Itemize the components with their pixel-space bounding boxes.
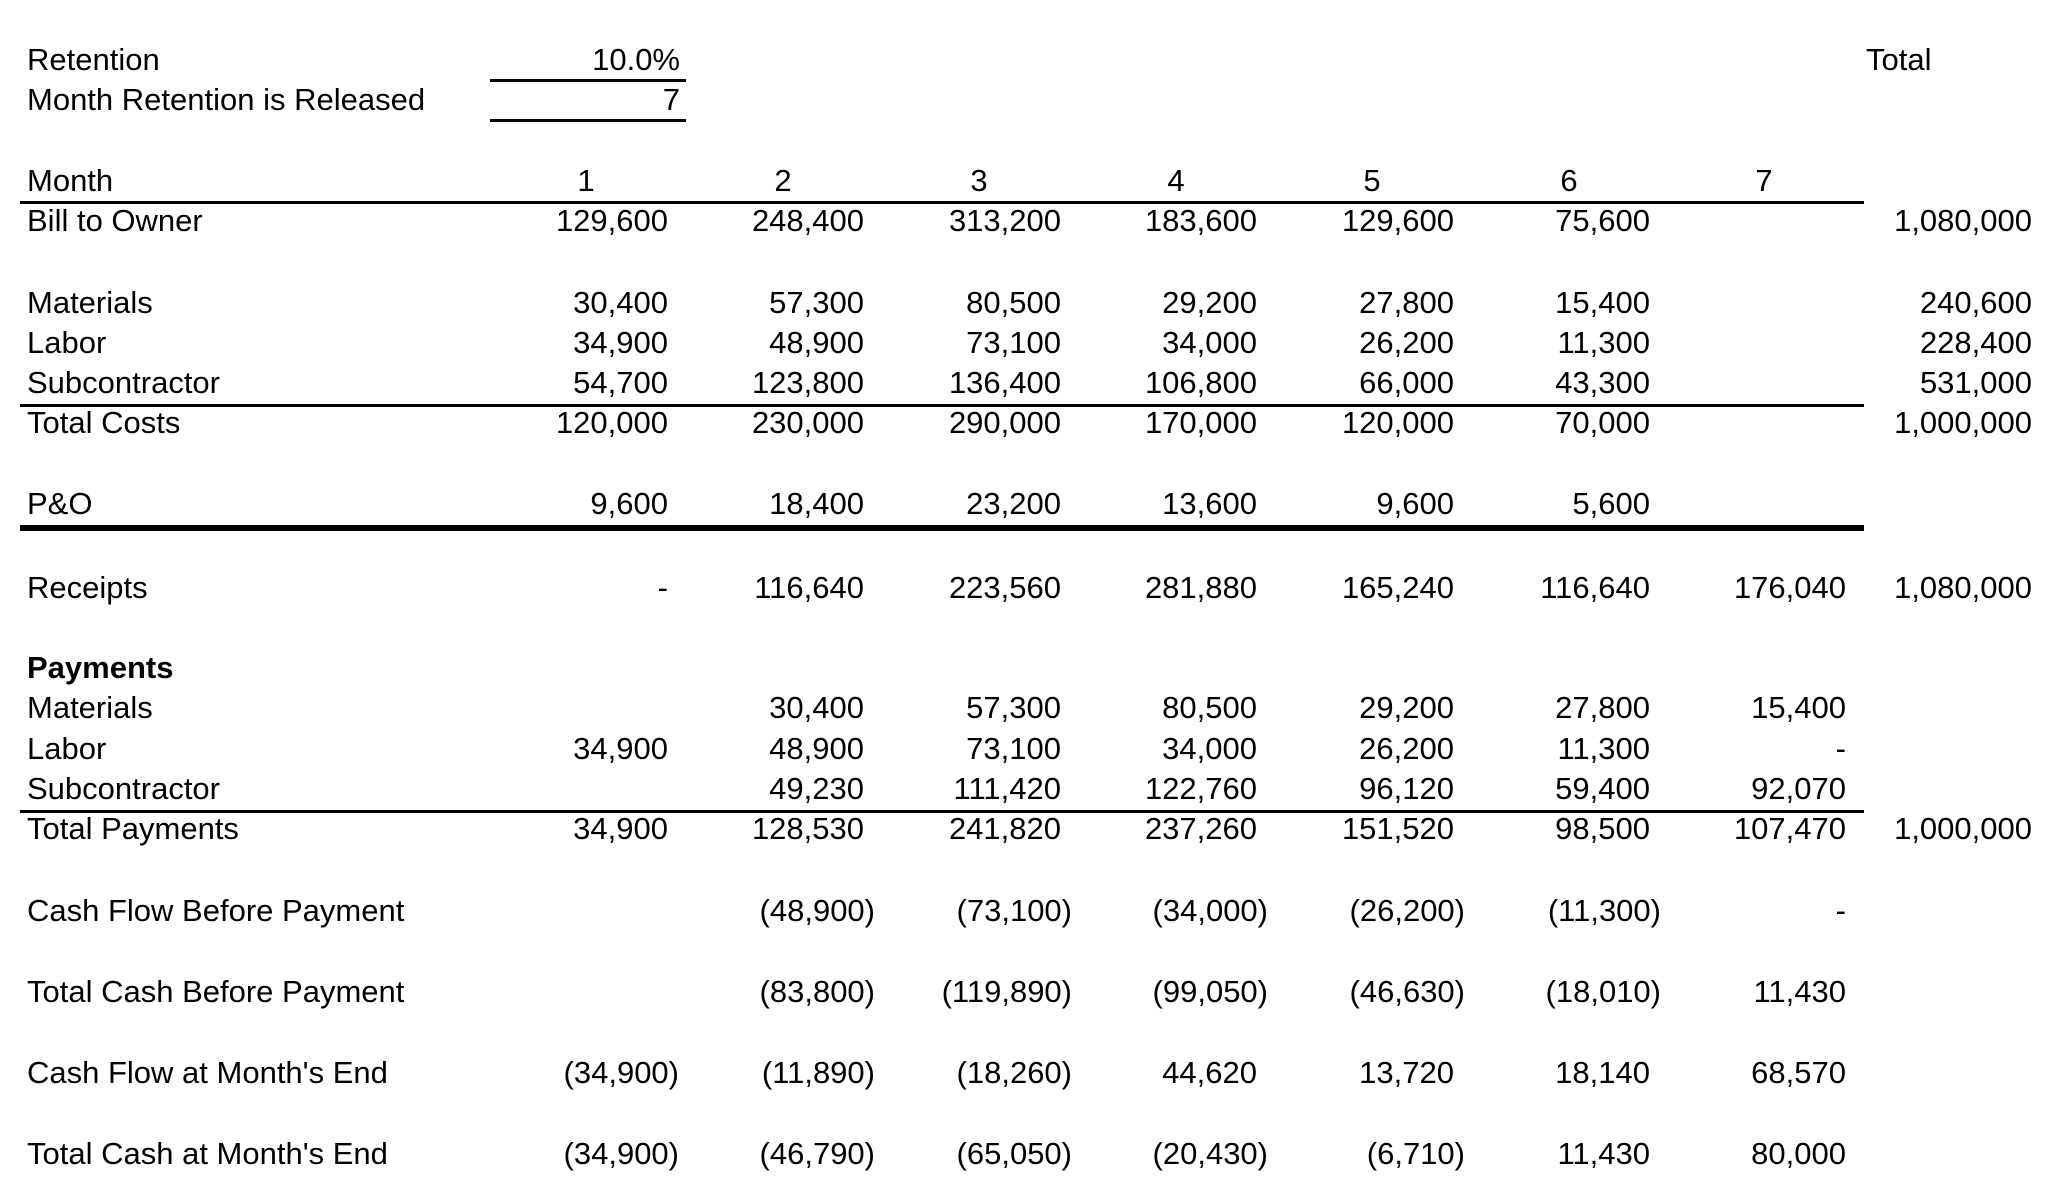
cell: 120,000	[555, 405, 668, 440]
subcontractor-cost-label: Subcontractor	[27, 365, 220, 400]
bill-to-owner-label: Bill to Owner	[27, 203, 203, 238]
cell: 170,000	[1144, 405, 1257, 440]
cell: 183,600	[1144, 203, 1257, 238]
cell: 15,400	[1751, 690, 1846, 725]
cell: 13,600	[1162, 486, 1257, 521]
section-thick-rule	[20, 525, 1864, 531]
cell: 44,620	[1162, 1055, 1257, 1090]
cell: 290,000	[948, 405, 1061, 440]
cell: 66,000	[1359, 365, 1454, 400]
cell: 11,300	[1557, 325, 1650, 360]
cell: (20,430)	[1152, 1136, 1268, 1171]
cell: 29,200	[1162, 285, 1257, 320]
cell: 241,820	[948, 811, 1061, 846]
cell: 151,520	[1341, 811, 1454, 846]
month-header: 6	[1560, 163, 1578, 198]
cell: 73,100	[966, 731, 1061, 766]
cell: 43,300	[1555, 365, 1650, 400]
cell: (119,890)	[941, 974, 1072, 1009]
materials-cost-label: Materials	[27, 285, 153, 320]
cell: 73,100	[966, 325, 1061, 360]
cell: 11,430	[1557, 1136, 1650, 1171]
cell: 237,260	[1144, 811, 1257, 846]
total-cell: 1,000,000	[1894, 811, 2032, 846]
cell: 70,000	[1555, 405, 1650, 440]
cell: 9,600	[590, 486, 668, 521]
month-label: Month	[27, 163, 114, 198]
cell: 111,420	[953, 771, 1061, 806]
cash-flow-month-end-label: Cash Flow at Month's End	[27, 1055, 388, 1090]
cell: 26,200	[1359, 731, 1454, 766]
receipts-label: Receipts	[27, 570, 148, 605]
cell: 122,760	[1144, 771, 1257, 806]
cell: 49,230	[769, 771, 864, 806]
labor-payment-label: Labor	[27, 731, 107, 766]
cell: 27,800	[1555, 690, 1650, 725]
payments-section-header: Payments	[27, 650, 174, 685]
release-month-value[interactable]: 7	[662, 82, 680, 117]
cell: 29,200	[1359, 690, 1454, 725]
month-header: 5	[1363, 163, 1381, 198]
month-header: 2	[774, 163, 792, 198]
total-cell: 240,600	[1919, 285, 2032, 320]
cell: 54,700	[573, 365, 668, 400]
cell: 136,400	[948, 365, 1061, 400]
cell: -	[1835, 731, 1846, 766]
cell: 11,300	[1557, 731, 1650, 766]
cell: 48,900	[769, 325, 864, 360]
cell: 116,640	[1540, 570, 1650, 605]
cell: 128,530	[751, 811, 864, 846]
cell: (18,010)	[1545, 974, 1661, 1009]
p-and-o-label: P&O	[27, 486, 93, 521]
cell: -	[657, 570, 668, 605]
total-cash-before-payment-label: Total Cash Before Payment	[27, 974, 405, 1009]
cell: (83,800)	[759, 974, 875, 1009]
cell: (99,050)	[1152, 974, 1268, 1009]
cell: 57,300	[769, 285, 864, 320]
cell: (34,900)	[563, 1136, 679, 1171]
cell: (73,100)	[956, 893, 1072, 928]
total-cell: 228,400	[1919, 325, 2032, 360]
cell: -	[1835, 893, 1846, 928]
cell: 129,600	[555, 203, 668, 238]
cell: 98,500	[1555, 811, 1650, 846]
cell: 230,000	[751, 405, 864, 440]
cell: (26,200)	[1349, 893, 1465, 928]
labor-cost-label: Labor	[27, 325, 107, 360]
month-header: 7	[1755, 163, 1773, 198]
cell: 30,400	[769, 690, 864, 725]
cell: (46,630)	[1349, 974, 1465, 1009]
cell: 34,900	[573, 325, 668, 360]
retention-label: Retention	[27, 42, 160, 77]
cell: 13,720	[1359, 1055, 1454, 1090]
cell: (34,900)	[563, 1055, 679, 1090]
total-cell: 1,080,000	[1894, 570, 2032, 605]
cell: 5,600	[1572, 486, 1650, 521]
total-cell: 1,080,000	[1894, 203, 2032, 238]
subcontractor-payment-label: Subcontractor	[27, 771, 220, 806]
cell: 129,600	[1341, 203, 1454, 238]
cell: (46,790)	[759, 1136, 875, 1171]
cell: 59,400	[1555, 771, 1650, 806]
cell: (65,050)	[956, 1136, 1072, 1171]
cell: 34,900	[573, 811, 668, 846]
release-month-label: Month Retention is Released	[27, 82, 426, 117]
cell: 123,800	[751, 365, 864, 400]
total-costs-label: Total Costs	[27, 405, 181, 440]
cell: 15,400	[1555, 285, 1650, 320]
cell: 34,000	[1162, 325, 1257, 360]
cell: (18,260)	[956, 1055, 1072, 1090]
cell: 176,040	[1733, 570, 1846, 605]
cell: 106,800	[1144, 365, 1257, 400]
cell: (48,900)	[759, 893, 875, 928]
cell: 18,140	[1555, 1055, 1650, 1090]
cell: 11,430	[1753, 974, 1846, 1009]
cell: 23,200	[966, 486, 1061, 521]
cell: (11,300)	[1547, 893, 1661, 928]
cell: 75,600	[1555, 203, 1650, 238]
cell: (34,000)	[1152, 893, 1268, 928]
cash-flow-before-payment-label: Cash Flow Before Payment	[27, 893, 405, 928]
cell: 18,400	[769, 486, 864, 521]
total-column-header: Total	[1866, 42, 1932, 77]
total-cell: 531,000	[1919, 365, 2032, 400]
cell: 80,000	[1751, 1136, 1846, 1171]
cell: 120,000	[1341, 405, 1454, 440]
cell: 107,470	[1733, 811, 1846, 846]
cell: 313,200	[948, 203, 1061, 238]
month-header: 1	[577, 163, 595, 198]
cell: 48,900	[769, 731, 864, 766]
input-underline	[490, 119, 686, 122]
cell: 80,500	[1162, 690, 1257, 725]
month-header: 3	[970, 163, 988, 198]
cell: 34,900	[573, 731, 668, 766]
cell: 281,880	[1144, 570, 1257, 605]
total-cash-month-end-label: Total Cash at Month's End	[27, 1136, 388, 1171]
cell: 30,400	[573, 285, 668, 320]
materials-payment-label: Materials	[27, 690, 153, 725]
cell: 223,560	[948, 570, 1061, 605]
cell: 248,400	[751, 203, 864, 238]
cell: 26,200	[1359, 325, 1454, 360]
cell: 165,240	[1341, 570, 1454, 605]
cell: (6,710)	[1366, 1136, 1465, 1171]
cell: 9,600	[1376, 486, 1454, 521]
cell: 68,570	[1751, 1055, 1846, 1090]
cell: 96,120	[1359, 771, 1454, 806]
cell: (11,890)	[761, 1055, 875, 1090]
retention-value[interactable]: 10.0%	[592, 42, 680, 77]
total-payments-label: Total Payments	[27, 811, 239, 846]
cell: 34,000	[1162, 731, 1257, 766]
cell: 27,800	[1359, 285, 1454, 320]
cell: 80,500	[966, 285, 1061, 320]
cell: 116,640	[754, 570, 864, 605]
month-header: 4	[1167, 163, 1185, 198]
cell: 92,070	[1751, 771, 1846, 806]
cell: 57,300	[966, 690, 1061, 725]
total-cell: 1,000,000	[1894, 405, 2032, 440]
